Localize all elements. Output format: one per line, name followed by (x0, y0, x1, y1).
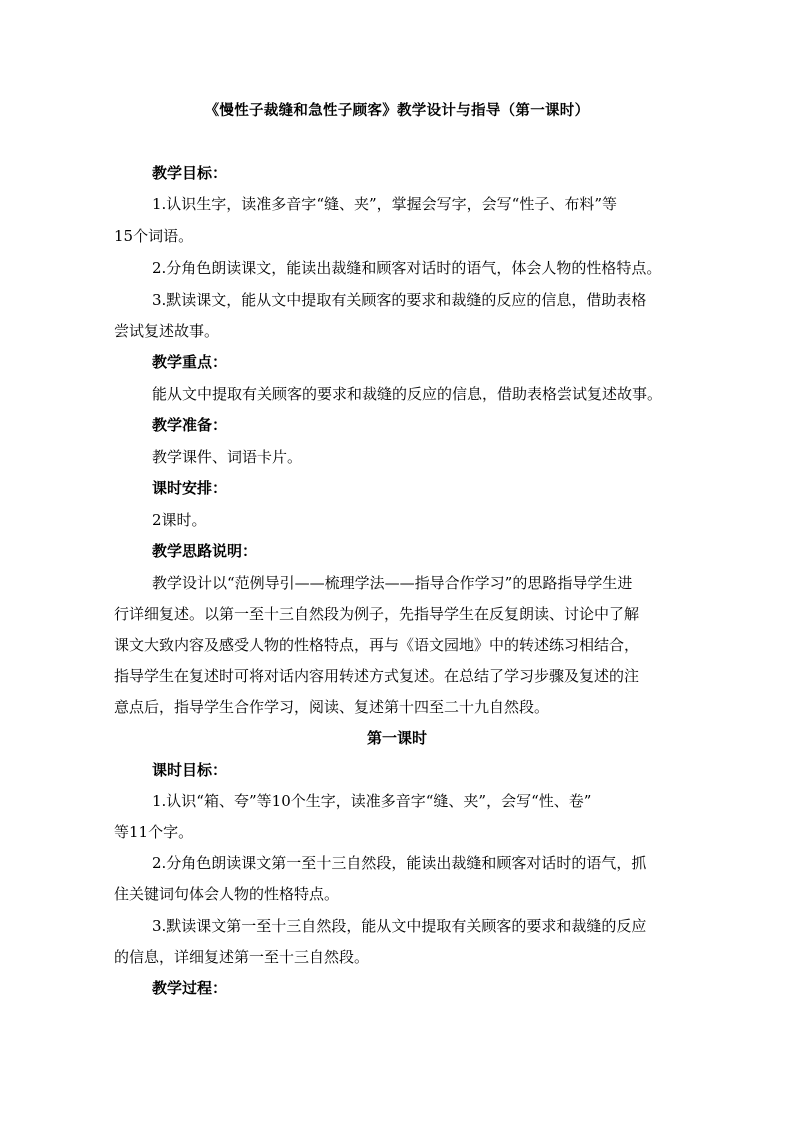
approach-line-5: 意点后，指导学生合作学习，阅读、复述第十四至二十九自然段。 (114, 698, 550, 716)
document-title: 《慢性子裁缝和急性子顾客》教学设计与指导（第一课时） (204, 102, 590, 119)
schedule-heading: 课时安排： (152, 479, 228, 497)
lesson-objective-1-line-1: 1.认识“箱、夸”等10个生字，读准多音字“缝、夹”，会写“性、卷” (152, 792, 592, 810)
process-heading: 教学过程： (152, 979, 228, 997)
objective-3-line-1: 3.默读课文，能从文中提取有关顾客的要求和裁缝的反应的信息，借助表格 (152, 291, 647, 309)
lesson-objective-3-line-1: 3.默读课文第一至十三自然段，能从文中提取有关顾客的要求和裁缝的反应 (152, 917, 647, 935)
key-points-heading: 教学重点： (152, 353, 228, 371)
approach-line-1: 教学设计以“范例导引——梳理学法——指导合作学习”的思路指导学生进 (152, 574, 633, 592)
lesson-objective-1-line-2: 等11个字。 (114, 823, 194, 841)
lesson-objective-2-line-1: 2.分角色朗读课文第一至十三自然段，能读出裁缝和顾客对话时的语气，抓 (152, 854, 647, 872)
lesson-title: 第一课时 (366, 729, 427, 747)
preparation-text: 教学课件、词语卡片。 (152, 448, 303, 466)
lesson-objective-3-line-2: 的信息，详细复述第一至十三自然段。 (114, 948, 370, 966)
key-points-text: 能从文中提取有关顾客的要求和裁缝的反应的信息，借助表格尝试复述故事。 (152, 385, 663, 403)
lesson-objective-2-line-2: 住关键词句体会人物的性格特点。 (114, 885, 340, 903)
objective-2: 2.分角色朗读课文，能读出裁缝和顾客对话时的语气，体会人物的性格特点。 (152, 259, 662, 277)
objectives-heading: 教学目标： (152, 164, 228, 182)
lesson-objectives-heading: 课时目标： (152, 761, 228, 779)
approach-line-2: 行详细复述。以第一至十三自然段为例子，先指导学生在反复朗读、讨论中了解 (114, 605, 640, 623)
objective-3-line-2: 尝试复述故事。 (114, 322, 220, 340)
schedule-text: 2课时。 (152, 511, 207, 529)
approach-line-3: 课文大致内容及感受人物的性格特点，再与《语文园地》中的转述练习相结合， (114, 636, 640, 654)
approach-heading: 教学思路说明： (152, 542, 258, 560)
objective-1-line-2: 15个词语。 (114, 227, 194, 245)
preparation-heading: 教学准备： (152, 416, 228, 434)
approach-line-4: 指导学生在复述时可将对话内容用转述方式复述。在总结了学习步骤及复述的注 (114, 667, 640, 685)
objective-1-line-1: 1.认识生字，读准多音字“缝、夹”，掌握会写字，会写“性子、布料”等 (152, 195, 617, 213)
